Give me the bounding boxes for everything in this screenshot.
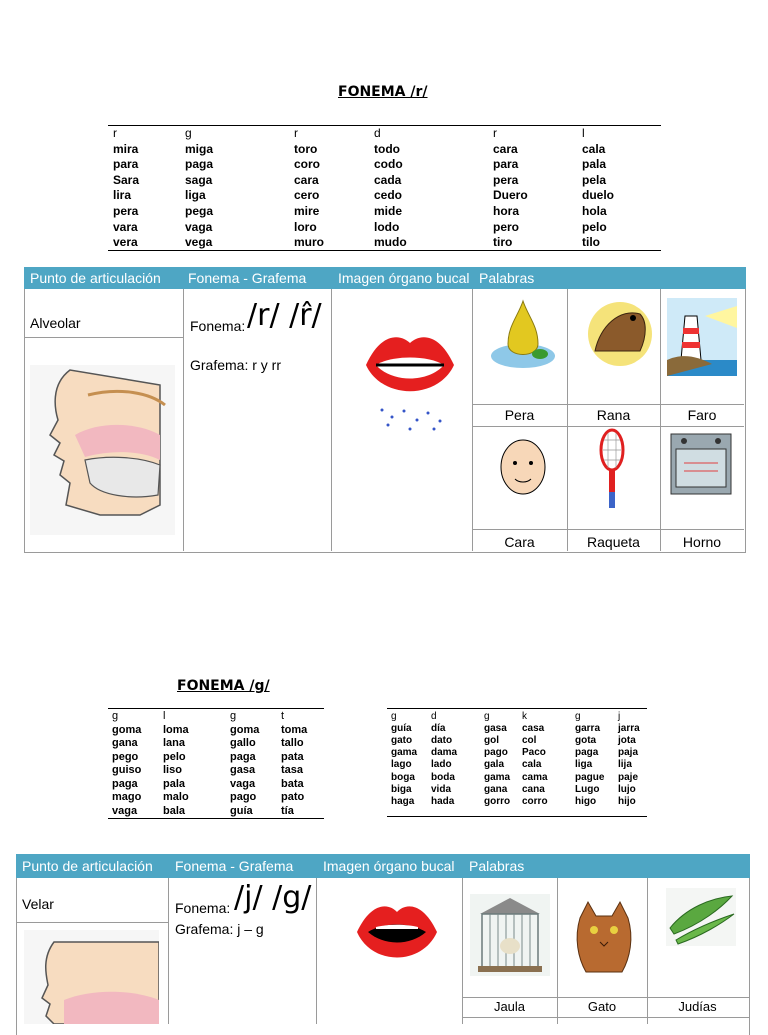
articulation-table-g-header: [16, 854, 750, 878]
word-column-header: g: [391, 711, 397, 722]
punto-alveolar: Alveolar: [30, 315, 81, 331]
face-icon: [497, 437, 549, 497]
word-cell: paga: [575, 747, 599, 759]
word-cell: Duero: [493, 188, 528, 203]
word-cell: cana: [522, 783, 545, 795]
word-cell: pato: [281, 791, 305, 803]
header-punto: Punto de articulación: [30, 270, 161, 286]
word-cell: vara: [113, 219, 138, 234]
header-punto: Punto de articulación: [22, 858, 153, 874]
word-cell: boda: [431, 771, 455, 783]
word-cell: Paco: [522, 747, 546, 759]
word-cell: paja: [618, 747, 639, 759]
header-palabras: Palabras: [479, 270, 535, 286]
lips-image: [354, 896, 440, 970]
header-fonema: Fonema - Grafema: [175, 858, 294, 874]
word-cell: cara: [493, 141, 518, 156]
word-cell: gama: [391, 747, 418, 759]
word-cell: cero: [294, 188, 320, 203]
grafema-label: Grafema: j – g: [175, 921, 264, 937]
word-cell: lado: [431, 759, 452, 771]
word-cell: hada: [431, 795, 455, 807]
word-column-header: l: [582, 126, 585, 140]
word-cell: gala: [484, 759, 505, 771]
word-cell: toma: [281, 723, 308, 736]
word-cell: col: [522, 735, 537, 747]
word-cell: pelo: [582, 219, 607, 234]
cage-icon: [470, 894, 550, 976]
word-cell: pela: [582, 172, 607, 187]
word-cell: dama: [431, 747, 458, 759]
divider: [472, 529, 744, 530]
word-cell: pelo: [163, 750, 186, 763]
word-cell: todo: [374, 141, 400, 156]
word-cell: paga: [230, 750, 256, 763]
word-cell: pala: [163, 777, 186, 790]
word-cell: casa: [522, 723, 545, 735]
left-words-bottom-rule: [108, 818, 324, 819]
word-cell: muro: [294, 235, 324, 250]
divider: [462, 1017, 750, 1018]
word-cell: mire: [294, 204, 320, 218]
mouth-profile-image: [30, 365, 175, 535]
racket-icon: [598, 428, 626, 510]
word-cell: guiso: [112, 764, 142, 776]
word-cell: para: [113, 157, 139, 172]
header-imagen: Imagen órgano bucal: [338, 270, 470, 286]
lighthouse-icon: [667, 298, 737, 376]
fonema-symbols: /r/ /r̂/: [247, 298, 322, 333]
word-cell: toro: [294, 141, 318, 156]
word-cell: para: [493, 157, 519, 172]
word-column-header: g: [484, 711, 490, 722]
word-cell: liso: [163, 764, 182, 776]
word-cell: higo: [575, 795, 597, 807]
word-cell: Lugo: [575, 783, 600, 795]
palabra-gato: Gato: [587, 999, 617, 1014]
divider: [24, 337, 183, 338]
word-cell: lago: [391, 759, 412, 771]
word-cell: pago: [484, 747, 508, 759]
word-cell: cala: [582, 141, 606, 156]
word-cell: paga: [185, 157, 214, 172]
word-cell: gota: [575, 735, 597, 747]
word-cell: hora: [493, 204, 520, 218]
word-cell: goma: [112, 723, 142, 736]
word-cell: jota: [618, 735, 636, 747]
word-cell: bala: [163, 804, 186, 817]
right-words-top-rule: [387, 708, 647, 709]
word-cell: guía: [230, 804, 253, 817]
word-cell: Sara: [113, 172, 140, 187]
word-cell: gorro: [484, 795, 511, 807]
word-cell: pero: [493, 219, 520, 234]
word-cell: duelo: [582, 188, 614, 203]
word-column-header: r: [113, 126, 117, 140]
divider: [183, 289, 184, 551]
word-cell: vida: [431, 783, 452, 795]
word-cell: mira: [113, 141, 139, 156]
word-cell: boga: [391, 771, 415, 783]
word-cell: vera: [113, 235, 138, 250]
word-cell: mago: [112, 791, 142, 803]
word-cell: pago: [230, 791, 257, 803]
word-cell: pague: [575, 771, 605, 783]
word-cell: gato: [391, 735, 413, 747]
grafema-label: Grafema: r y rr: [190, 357, 282, 373]
word-cell: lana: [163, 737, 186, 749]
oven-icon: [670, 433, 732, 495]
word-cell: saga: [185, 172, 213, 187]
word-column-header: r: [493, 126, 497, 140]
fonema-label: Fonema:: [190, 318, 246, 334]
left-words-top-rule: [108, 708, 324, 709]
word-cell: gana: [112, 737, 138, 749]
word-cell: tiro: [493, 235, 513, 250]
word-cell: cedo: [374, 188, 403, 203]
palabra-jaula: Jaula: [493, 999, 526, 1014]
word-column-header: j: [618, 711, 621, 722]
word-cell: malo: [163, 791, 189, 803]
word-cell: gana: [484, 783, 508, 795]
word-cell: mide: [374, 204, 403, 218]
word-cell: tasa: [281, 764, 304, 776]
section-g-title: FONEMA /g/: [177, 678, 270, 694]
word-cell: garra: [575, 723, 601, 735]
divider: [331, 289, 332, 551]
word-cell: pala: [582, 157, 607, 172]
word-column-header: g: [185, 126, 192, 140]
word-cell: tallo: [281, 737, 304, 749]
word-cell: lija: [618, 759, 632, 771]
word-column-header: d: [431, 711, 437, 722]
word-cell: paje: [618, 771, 639, 783]
lips-image: [362, 325, 458, 435]
word-cell: gol: [484, 735, 499, 747]
word-cell: biga: [391, 783, 412, 795]
word-cell: liga: [185, 188, 206, 203]
palabra-pera: Pera: [504, 407, 535, 423]
word-cell: hijo: [618, 795, 636, 807]
word-cell: pego: [112, 750, 139, 763]
word-cell: gallo: [230, 737, 256, 749]
word-cell: pera: [493, 172, 519, 187]
palabra-raqueta: Raqueta: [587, 534, 640, 550]
beans-icon: [666, 888, 736, 946]
word-cell: gasa: [230, 764, 256, 776]
word-cell: cama: [522, 771, 548, 783]
word-cell: pera: [113, 204, 139, 218]
words-table-bottom-rule: [108, 250, 661, 251]
frog-icon: [585, 296, 655, 371]
word-column-header: g: [575, 711, 581, 722]
articulation-table-r-header: [24, 267, 746, 289]
word-cell: paga: [112, 777, 138, 790]
word-cell: tía: [281, 804, 294, 817]
palabra-horno: Horno: [682, 534, 722, 550]
word-cell: loro: [294, 219, 317, 234]
word-cell: gasa: [484, 723, 507, 735]
palabra-faro: Faro: [687, 407, 717, 423]
fonema-label: Fonema:: [175, 900, 231, 916]
palabra-rana: Rana: [596, 407, 631, 423]
right-words-bottom-rule: [387, 816, 647, 817]
palabra-judias: Judías: [678, 999, 717, 1014]
divider: [168, 878, 169, 1024]
header-imagen: Imagen órgano bucal: [323, 858, 455, 874]
word-cell: lira: [113, 188, 132, 203]
header-palabras: Palabras: [469, 858, 525, 874]
word-cell: coro: [294, 157, 321, 172]
word-cell: codo: [374, 157, 403, 172]
word-cell: lujo: [618, 783, 636, 795]
word-cell: cala: [522, 759, 542, 771]
divider: [472, 404, 744, 405]
word-cell: vaga: [185, 219, 213, 234]
word-cell: liga: [575, 759, 593, 771]
word-cell: miga: [185, 141, 214, 156]
word-cell: corro: [522, 795, 548, 807]
word-cell: hola: [582, 204, 607, 218]
header-fonema: Fonema - Grafema: [188, 270, 307, 286]
word-cell: vega: [185, 235, 213, 250]
palabra-cara: Cara: [504, 534, 535, 550]
word-column-header: l: [163, 710, 166, 722]
word-cell: guía: [391, 723, 412, 735]
punto-velar: Velar: [22, 896, 54, 912]
word-cell: bata: [281, 777, 304, 790]
word-cell: vaga: [230, 777, 256, 790]
word-cell: mudo: [374, 235, 407, 250]
divider: [16, 922, 168, 923]
word-cell: loma: [163, 723, 189, 736]
divider: [316, 878, 317, 1024]
word-cell: lodo: [374, 219, 400, 234]
pear-icon: [488, 296, 558, 371]
word-column-header: t: [281, 710, 285, 722]
word-cell: jarra: [618, 723, 640, 735]
word-cell: vaga: [112, 804, 138, 817]
divider: [462, 997, 750, 998]
word-cell: cada: [374, 172, 402, 187]
word-column-header: k: [522, 711, 527, 722]
word-cell: goma: [230, 723, 260, 736]
word-cell: pata: [281, 750, 304, 763]
divider: [472, 426, 744, 427]
word-column-header: d: [374, 126, 381, 140]
word-cell: cara: [294, 172, 319, 187]
word-column-header: g: [230, 710, 237, 722]
word-cell: dato: [431, 735, 453, 747]
mouth-profile-image: [24, 930, 159, 1024]
word-cell: haga: [391, 795, 415, 807]
section-r-title: FONEMA /r/: [338, 84, 428, 100]
word-column-header: r: [294, 126, 298, 140]
word-cell: gama: [484, 771, 511, 783]
fonema-symbols: /j/ /g/: [234, 880, 312, 915]
word-cell: día: [431, 723, 446, 735]
word-cell: tilo: [582, 235, 600, 250]
cat-icon: [570, 898, 638, 976]
word-cell: pega: [185, 204, 214, 218]
word-column-header: g: [112, 710, 119, 722]
